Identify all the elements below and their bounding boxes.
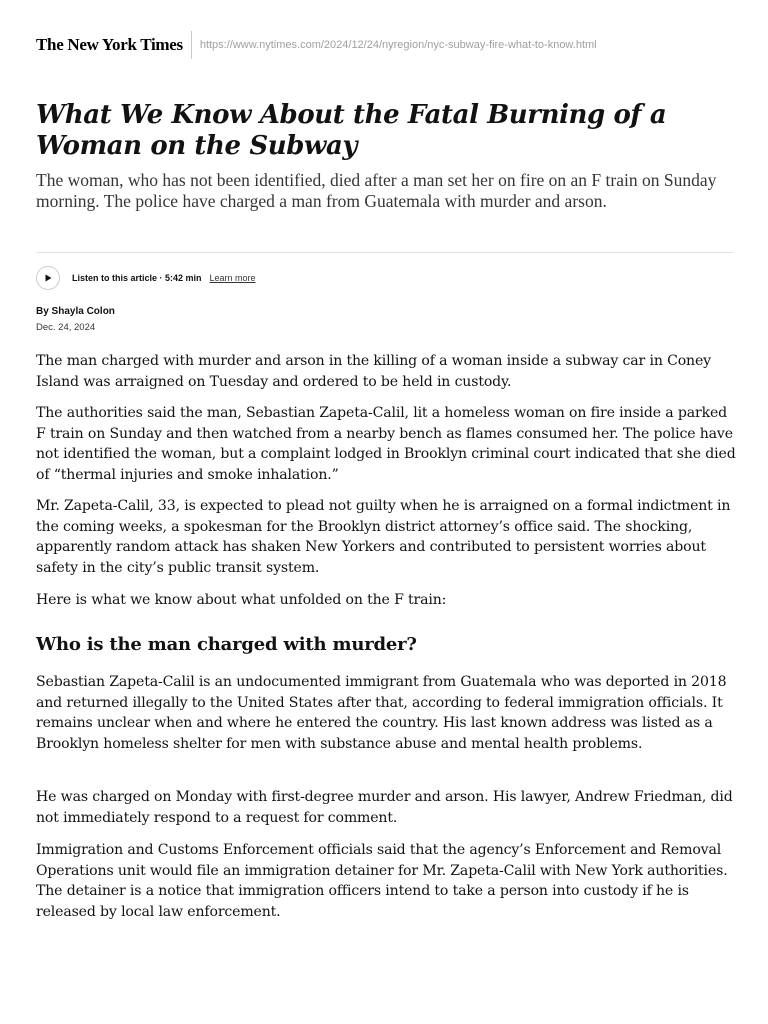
audio-player	[36, 266, 256, 290]
paragraph: Immigration and Customs Enforcement officials said that the agency’s Enforcement and Removal Operations unit would file an immigration detainer for Mr. Zapeta-Calil with New York authorities. The detainer is a notice that immigration officers intend to take a person into custody if he is released by local law enforcement.	[36, 842, 728, 921]
paragraph: The man charged with murder and arson in the killing of a woman inside a subway car in Coney Island was arraigned on Tuesday and ordered to be held in custody.	[36, 353, 711, 390]
paragraph: Here is what we know about what unfolded on the F train:	[36, 592, 447, 608]
audio-label: Listen to this article · 5:42 min	[72, 273, 202, 283]
paragraph: The authorities said the man, Sebastian Zapeta-Calil, lit a homeless woman on fire inside a parked F train on Sunday and then watched from a nearby bench as flames consumed her. The police have not identified the woman, but a complaint lodged in Brooklyn criminal court indicated that she died of “thermal injuries and smoke inhalation.”	[36, 405, 736, 484]
learn-more-link[interactable]: Learn more	[209, 273, 256, 283]
header-divider	[191, 31, 192, 59]
summary-divider	[36, 252, 733, 253]
byline[interactable]: By Shayla Colon	[36, 306, 115, 317]
paragraph: He was charged on Monday with first-degree murder and arson. His lawyer, Andrew Friedman, did not immediately respond to a request for comment.	[36, 789, 733, 826]
page-url: https://www.nytimes.com/2024/12/24/nyregion/nyc-subway-fire-what-to-know.html	[199, 39, 597, 51]
nyt-logo[interactable]: The New York Times	[36, 35, 183, 54]
page-header	[36, 30, 736, 60]
paragraph: Mr. Zapeta-Calil, 33, is expected to plead not guilty when he is arraigned on a formal indictment in the coming weeks, a spokesman for the Brooklyn district attorney’s office said. The shocking, apparently random attack has shaken New Yorkers and contributed to persistent worries about safety in the city’s public transit system.	[36, 498, 731, 577]
publish-date: Dec. 24, 2024	[36, 322, 96, 333]
play-button[interactable]	[36, 266, 60, 290]
article-headline: What We Know About the Fatal Burning of a Woman on the Subway	[36, 100, 667, 161]
section-subhead: Who is the man charged with murder?	[36, 634, 417, 655]
article-summary: The woman, who has not been identified, died after a man set her on fire on an F train on Sunday morning. The police have charged a man from Guatemala with murder and arson.	[36, 170, 717, 211]
paragraph: Sebastian Zapeta-Calil is an undocumented immigrant from Guatemala who was deported in 2018 and returned illegally to the United States after that, according to federal immigration officials. It remains unclear when and where he entered the country. His last known address was listed as a Brooklyn homeless shelter for men with substance abuse and mental health problems.	[36, 674, 727, 753]
play-icon	[43, 273, 53, 283]
